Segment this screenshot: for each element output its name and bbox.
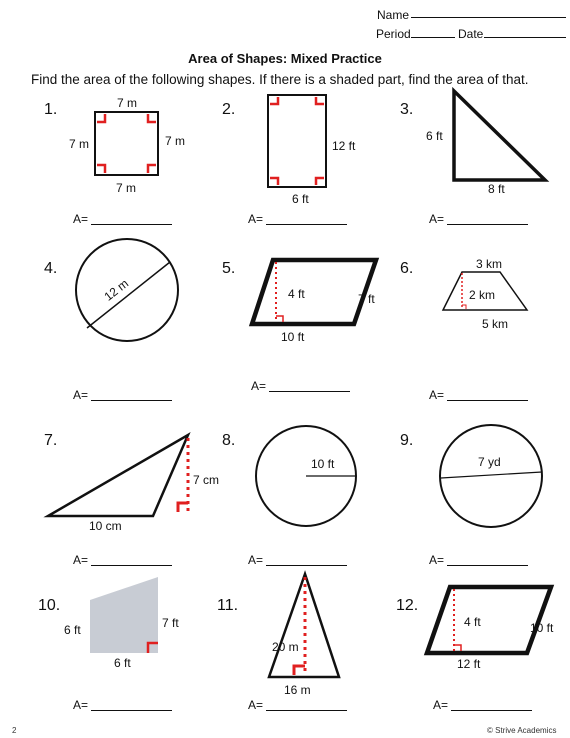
dim-label: 8 ft — [488, 182, 505, 196]
triangle-shape-11 — [269, 574, 339, 677]
dim-label: 12 m — [101, 276, 132, 304]
dim-label: 10 ft — [530, 621, 554, 635]
dim-label: 7 cm — [193, 473, 220, 487]
dim-label: 7 ft — [358, 292, 375, 306]
answer-label: A= — [248, 212, 264, 226]
answer-label: A= — [251, 379, 267, 393]
answer-field-8[interactable] — [266, 565, 347, 566]
dim-label: 7 m — [165, 134, 186, 148]
answer-field-11[interactable] — [266, 710, 347, 711]
problem-number-7: 7. — [44, 432, 58, 449]
answer-field-12[interactable] — [451, 710, 532, 711]
dim-label: 2 km — [469, 288, 496, 302]
problem-number-6: 6. — [400, 260, 414, 277]
dim-label: 7 ft — [162, 616, 179, 630]
answer-label: A= — [433, 698, 449, 712]
right-triangle-shape-3 — [454, 91, 545, 180]
answer-label: A= — [73, 553, 89, 567]
dim-label: 16 m — [284, 683, 311, 697]
dim-label: 10 ft — [311, 457, 335, 471]
period-label: Period — [376, 27, 411, 41]
dim-label: 4 ft — [288, 287, 305, 301]
answer-field-9[interactable] — [447, 565, 528, 566]
dim-label: 6 ft — [426, 129, 443, 143]
square-shape-1 — [95, 112, 158, 175]
parallelogram-shape-12 — [427, 587, 554, 653]
shaded-trapezoid-shape-10 — [90, 577, 158, 653]
copyright: © Strive Academics — [487, 726, 557, 735]
problem-number-1: 1. — [44, 101, 58, 118]
dim-label: 7 m — [117, 96, 138, 110]
dim-label: 6 ft — [292, 192, 309, 206]
problem-number-2: 2. — [222, 101, 236, 118]
dim-label: 3 km — [476, 257, 503, 271]
answer-field-6[interactable] — [447, 400, 528, 401]
dim-label: 4 ft — [464, 615, 481, 629]
dim-label: 6 ft — [114, 656, 131, 670]
page-title: Area of Shapes: Mixed Practice — [188, 51, 382, 66]
dim-label: 10 cm — [89, 519, 122, 533]
rectangle-shape-2 — [268, 95, 326, 187]
problem-number-5: 5. — [222, 260, 236, 277]
dim-label: 6 ft — [64, 623, 81, 637]
answer-label: A= — [73, 388, 89, 402]
dim-label: 20 m — [272, 640, 299, 654]
answer-label: A= — [248, 553, 264, 567]
problem-number-8: 8. — [222, 432, 236, 449]
problem-number-12: 12. — [396, 597, 419, 614]
problem-number-9: 9. — [400, 432, 414, 449]
dim-label: 7 m — [116, 181, 137, 195]
answer-field-4[interactable] — [91, 400, 172, 401]
answer-field-10[interactable] — [91, 710, 172, 711]
answer-label: A= — [248, 698, 264, 712]
answer-label: A= — [429, 553, 445, 567]
problem-number-3: 3. — [400, 101, 414, 118]
date-label: Date — [458, 27, 484, 41]
answer-field-1[interactable] — [91, 224, 172, 225]
dim-label: 12 ft — [332, 139, 356, 153]
answer-label: A= — [73, 698, 89, 712]
answer-field-7[interactable] — [91, 565, 172, 566]
answer-label: A= — [429, 212, 445, 226]
circle-shape-9 — [440, 425, 542, 527]
triangle-shape-7 — [48, 435, 188, 516]
dim-label: 7 yd — [478, 455, 501, 469]
dim-label: 5 km — [482, 317, 509, 331]
answer-label: A= — [73, 212, 89, 226]
answer-field-3[interactable] — [447, 224, 528, 225]
answer-field-5[interactable] — [269, 391, 350, 392]
answer-label: A= — [429, 388, 445, 402]
problem-number-4: 4. — [44, 260, 58, 277]
problem-number-11: 11. — [217, 597, 239, 614]
answer-field-2[interactable] — [266, 224, 347, 225]
instructions: Find the area of the following shapes. If there is a shaded part, find the area of that. — [31, 72, 529, 87]
problem-number-10: 10. — [38, 597, 61, 614]
dim-label: 12 ft — [457, 657, 481, 671]
name-label: Name — [377, 8, 410, 22]
dim-label: 10 ft — [281, 330, 305, 344]
page-number: 2 — [12, 726, 17, 735]
dim-label: 7 m — [69, 137, 90, 151]
circle-shape-8 — [256, 426, 356, 526]
